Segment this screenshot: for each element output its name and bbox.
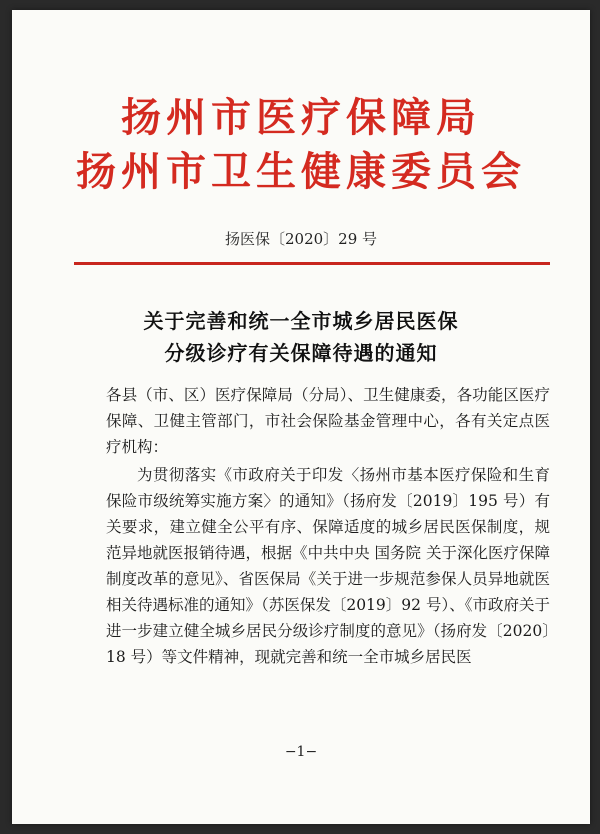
issuer-line-2: 扬州市卫生健康委员会 xyxy=(76,148,526,195)
document-body xyxy=(106,382,550,670)
notice-title-line-1: 关于完善和统一全市城乡居民医保 xyxy=(143,309,459,333)
red-divider-line xyxy=(74,262,550,265)
salutation: 各县（市、区）医疗保障局（分局）、卫生健康委，各功能区医疗保障、卫健主管部门，市社会保险基金管理中心，各有关定点医疗机构： xyxy=(106,386,550,456)
page-number: −1− xyxy=(284,744,318,760)
notice-title-line-2: 分级诊疗有关保障待遇的通知 xyxy=(164,341,438,365)
document-number: 扬医保〔2020〕29 号 xyxy=(224,230,378,248)
issuer-line-1: 扬州市医疗保障局 xyxy=(121,94,481,141)
body-paragraph: 为贯彻落实《市政府关于印发〈扬州市基本医疗保险和生育保险市级统筹实施方案〉的通知》（扬府发〔2019〕195 号）有关要求，建立健全公平有序、保障适度的城乡居民医保制度，规范异地就医报销待遇，根据《中共中央 国务院 关于深化医疗保障制度改革的意见》、省医保局《关于进一步规范参保人员异地就医相关待遇标准的通知》（苏医保发〔2019〕92 号）、《市政府关于进一步建立健全城乡居民分级诊疗制度的意见》（扬府发〔2020〕18 号）等文件精神，现就完善和统一全市城乡居民医 xyxy=(106,466,550,666)
document-page xyxy=(12,10,590,824)
